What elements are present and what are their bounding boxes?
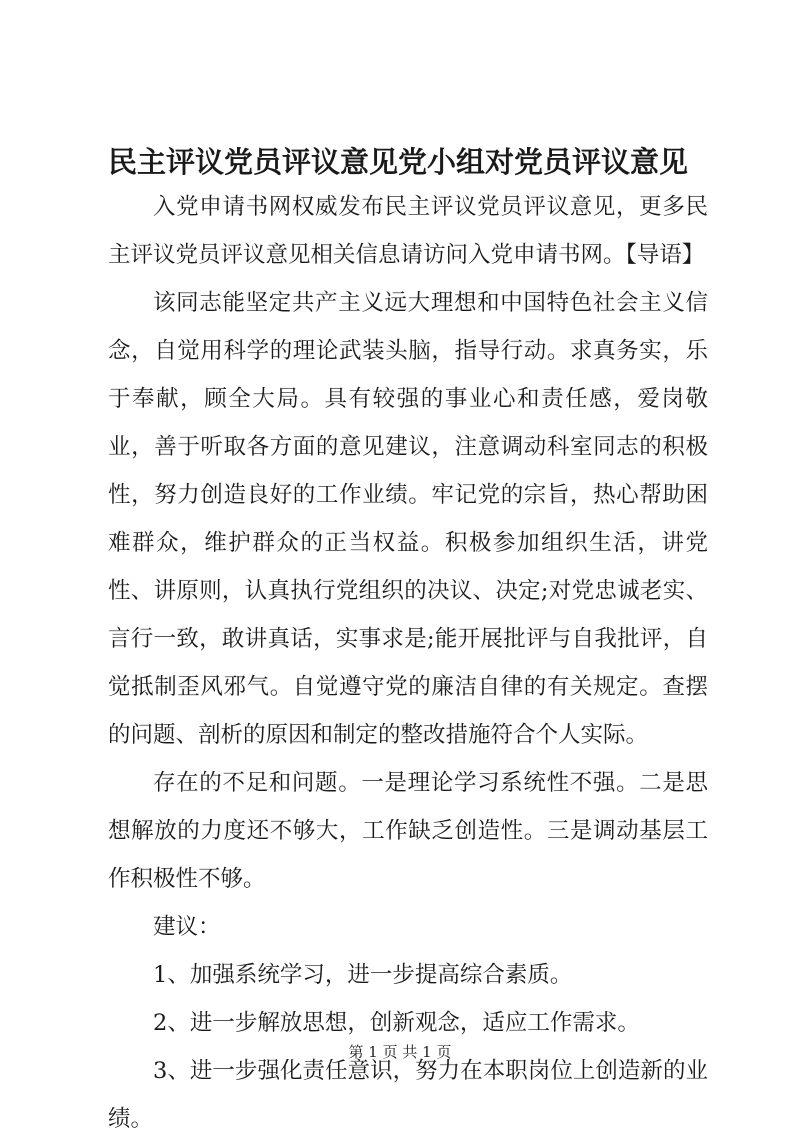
suggestion-item: 2、进一步解放思想，创新观念，适应工作需求。	[153, 1010, 640, 1036]
suggestions-heading: 建议：	[153, 914, 221, 940]
page-number-footer: 第 1 页 共 1 页	[348, 1043, 452, 1061]
evaluation-paragraph: 该同志能坚定共产主义远大理想和中国特色社会主义信念，自觉用科学的理论武装头脑，指导行动。求真务实，乐于奉献，顾全大局。具有较强的事业心和责任感，爱岗敬业，善于听取各方面的意见建议，注意调动科室同志的积极性，努力创造良好的工作业绩。牢记党的宗旨，热心帮助困难群众，维护群众的正当权益。积极参加组织生活，讲党性、讲原则，认真执行党组织的决议、决定;对党忠诚老实、言行一致，敢讲真话，实事求是;能开展批评与自我批评，自觉抵制歪风邪气。自觉遵守党的廉洁自律的有关规定。查摆的问题、剖析的原因和制定的整改措施符合个人实际。	[108, 290, 708, 748]
shortcomings-paragraph: 存在的不足和问题。一是理论学习系统性不强。二是思想解放的力度还不够大，工作缺乏创造性。三是调动基层工作积极性不够。	[108, 770, 708, 892]
document-title: 民主评议党员评议意见党小组对党员评议意见	[108, 145, 689, 179]
intro-paragraph: 入党申请书网权威发布民主评议党员评议意见，更多民主评议党员评议意见相关信息请访问入党申请书网。【导语】	[108, 194, 708, 268]
suggestion-item: 3、进一步强化责任意识，努力在本职岗位上创造新的业绩。	[108, 1058, 708, 1132]
document-body	[108, 183, 708, 1143]
suggestion-item: 1、加强系统学习，进一步提高综合素质。	[153, 962, 573, 988]
